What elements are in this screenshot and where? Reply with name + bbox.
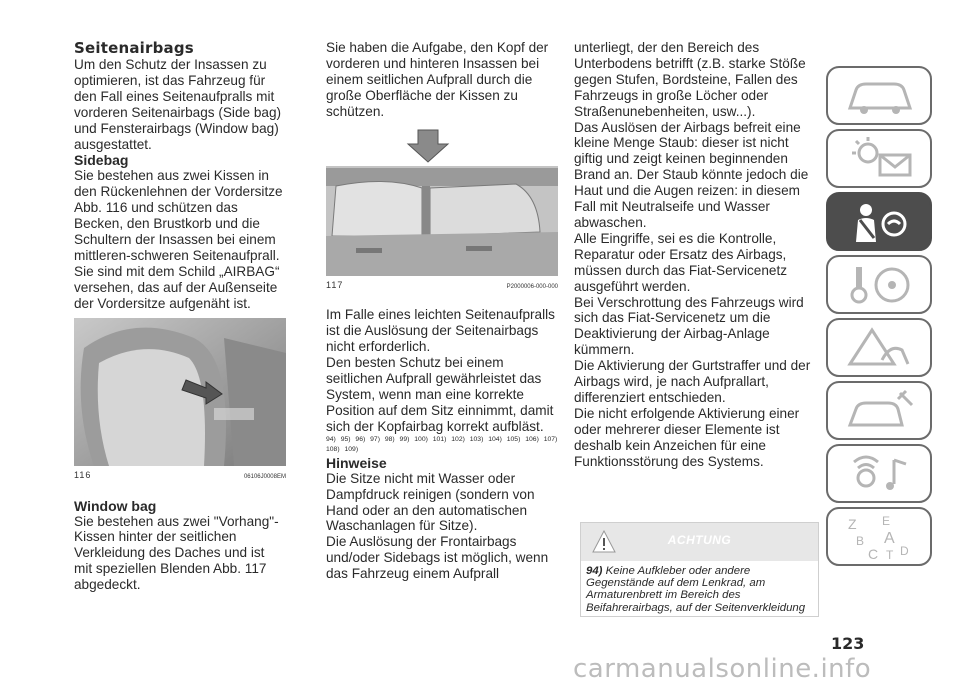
intro-paragraph: Um den Schutz der Insassen zu optimieren, ist das Fahrzeug für den Fall eines Seitenaufpralls mit vorderen Seitenairbags (Side bag) und Fensterairbags (Window bag) ausgestattet. [74,57,282,152]
paragraph-underbody: unterliegt, der den Bereich des Unterbodens betrifft (z.B. starke Stöße gegen Stufen, Bordsteine, Fallen des Fahrzeugs in große Löcher oder Straßenunebenheiten, usw...). [574,40,806,119]
multimedia-icon [842,450,920,498]
hinweise-paragraph-2: Die Auslösung der Frontairbags und/oder Sidebags ist möglich, wenn das Fahrzeug einem Aufprall [326,534,549,582]
tab-key-steering[interactable] [826,255,932,314]
watermark: carmanualsonline.info [573,654,872,684]
lights-messages-icon [842,135,920,183]
window-bag-paragraph: Sie bestehen aus zwei "Vorhang"-Kissen hinter der seitlichen Verkleidung des Daches und ist mit speziellen Blenden Abb. 117 abgedeckt. [74,513,279,593]
window-bag-paragraph-2: Sie haben die Aufgabe, den Kopf der vorderen und hinteren Insassen bei einem seitlichen Aufprall durch die große Oberfläche der Kissen zu schützen. [326,40,549,119]
warning-references: 94) 95) 96) 97) 98) 99) 100) 101) 102) 103) 104) 105) 106) 107) 108) 109) [326,435,558,453]
paragraph-service: Alle Eingriffe, sei es die Kontrolle, Reparatur oder Ersatz des Airbags, müssen durch das Fiat-Servicenetz ausgeführt werden. [574,230,788,294]
figure-number: 116 [74,469,92,480]
section-heading-seitenairbags: Seitenairbags [74,39,194,57]
figure-116 [74,318,286,486]
paragraph-light-impact: Im Falle eines leichten Seitenaufpralls ist die Auslösung der Seitenairbags nicht erforderlich. [326,307,555,355]
index-letter: B [856,534,865,548]
warning-ref: 94) [586,565,603,577]
column-3 [574,40,814,469]
index-letter: E [882,514,891,528]
warning-box [580,522,819,617]
index-letter: Z [848,516,857,532]
seat-sidebag-image [74,318,286,466]
figure-code: 06106J0008EM [243,473,286,480]
index-letter: A [884,530,895,547]
paragraph-scrapping: Bei Verschrottung des Fahrzeugs wird sich das Fiat-Servicenetz um die Deaktivierung der Airbag-Anlage kümmern. [574,294,804,358]
warning-text-block [581,561,818,618]
maintenance-car-icon [842,387,920,435]
warning-title: ACHTUNG [667,533,732,547]
subheading-sidebag: Sidebag [74,152,129,169]
index-icon [842,513,920,563]
paragraph-non-activation: Die nicht erfolgende Aktivierung einer oder mehrerer dieser Elemente ist deshalb kein Anzeichen für eine Funktionsstörung des Systems. [574,405,800,469]
car-dashboard-icon [842,72,920,120]
index-letter: T [886,548,894,562]
hinweise-paragraph-1: Die Sitze nicht mit Wasser oder Dampfdruck reinigen (sondern von Hand oder an den automatischen Waschanlagen für Sitze). [326,470,535,534]
airbag-seatbelt-icon [842,198,920,246]
warning-text: Keine Aufkleber oder andere Gegenstände auf dem Lenkrad, am Armaturenbrett im Bereich des Beifahrerairbags, auf der Seitenverkleidung [586,565,806,614]
paragraph-activation: Die Aktivierung der Gurtstraffer und der Airbags wird, je nach Aufprallart, differenziert entschieden. [574,358,811,405]
column-1 [74,40,286,593]
sidebag-paragraph-1: Sie bestehen aus zwei Kissen in den Rückenlehnen der Vordersitze Abb. 116 und schützen das Becken, den Brustkorb und die Schultern der Insassen bei einem mittleren-schweren Seitenaufprall. [74,168,283,263]
page-number: 123 [831,634,865,653]
index-letter: D [900,544,909,558]
key-steering-icon [842,261,920,309]
subheading-hinweise: Hinweise [326,454,387,471]
column-2 [326,40,558,582]
index-letter: C [868,546,879,562]
subheading-window-bag: Window bag [74,497,157,514]
car-window-bag-image [326,128,558,276]
warning-header [581,523,818,561]
sidebag-paragraph-2: Sie sind mit dem Schild „AIRBAG“ versehen, das auf der Außenseite der Vordersitze aufgenäht ist. [74,263,280,311]
figure-code: P2000006-000-000 [506,283,558,290]
tab-airbag-seatbelt[interactable] [826,192,932,251]
tab-lights-messages[interactable] [826,129,932,188]
tab-maintenance[interactable] [826,381,932,440]
warning-road-icon [842,324,920,372]
tab-warning-road[interactable] [826,318,932,377]
figure-number: 117 [326,279,344,290]
tab-index[interactable] [826,507,932,566]
figure-117 [326,128,558,296]
tab-car-dashboard[interactable] [826,66,932,125]
paragraph-best-protection: Den besten Schutz bei einem seitlichen Aufprall gewährleistet das System, wenn man eine korrekte Position auf dem Sitz einnimmt, damit sich der Kopfairbag korrekt aufbläst. [326,355,554,434]
paragraph-dust: Das Auslösen der Airbags befreit eine kleine Menge Staub: dieser ist nicht giftig und zeigt keinen beginnenden Brand an. Der Staub könnte jedoch die Haut und die Augen reizen: in diesem Fall mit Neutralseife und Wasser abwaschen. [574,119,809,230]
tab-multimedia[interactable] [826,444,932,503]
